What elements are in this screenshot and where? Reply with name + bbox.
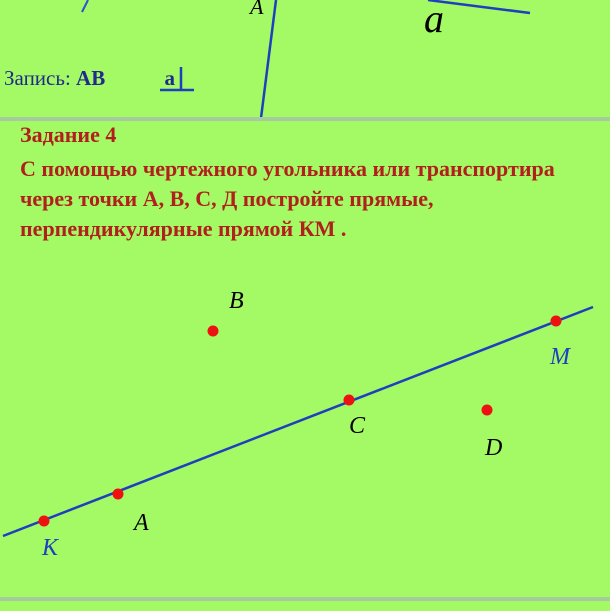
- label-C: C: [349, 413, 366, 439]
- point-B: [208, 326, 219, 337]
- divider-bottom: [0, 597, 610, 601]
- line-KM: [3, 307, 593, 536]
- record-prefix: Запись:: [4, 66, 71, 90]
- record-segment: AB: [76, 66, 106, 90]
- task-text: С помощью чертежного угольника или транспортира через точки А, В, С, Д постройте прямые, перпендикулярные прямой КМ .: [20, 156, 555, 241]
- point-M: [551, 316, 562, 327]
- label-K: K: [42, 535, 59, 561]
- point-A: [113, 489, 124, 500]
- record-line-name: a: [164, 66, 175, 90]
- label-B: B: [229, 288, 244, 314]
- divider-top: [0, 117, 610, 121]
- point-D: [482, 405, 493, 416]
- label-M: M: [550, 344, 570, 370]
- point-K: [39, 516, 50, 527]
- top-label-A: A: [250, 0, 264, 19]
- point-C: [344, 395, 355, 406]
- top-label-a: a: [424, 0, 444, 41]
- label-D: D: [485, 435, 503, 461]
- task-title: Задание 4: [20, 122, 117, 147]
- label-A: A: [134, 510, 149, 536]
- top-left-stroke: [82, 0, 88, 12]
- record-line: [4, 66, 175, 91]
